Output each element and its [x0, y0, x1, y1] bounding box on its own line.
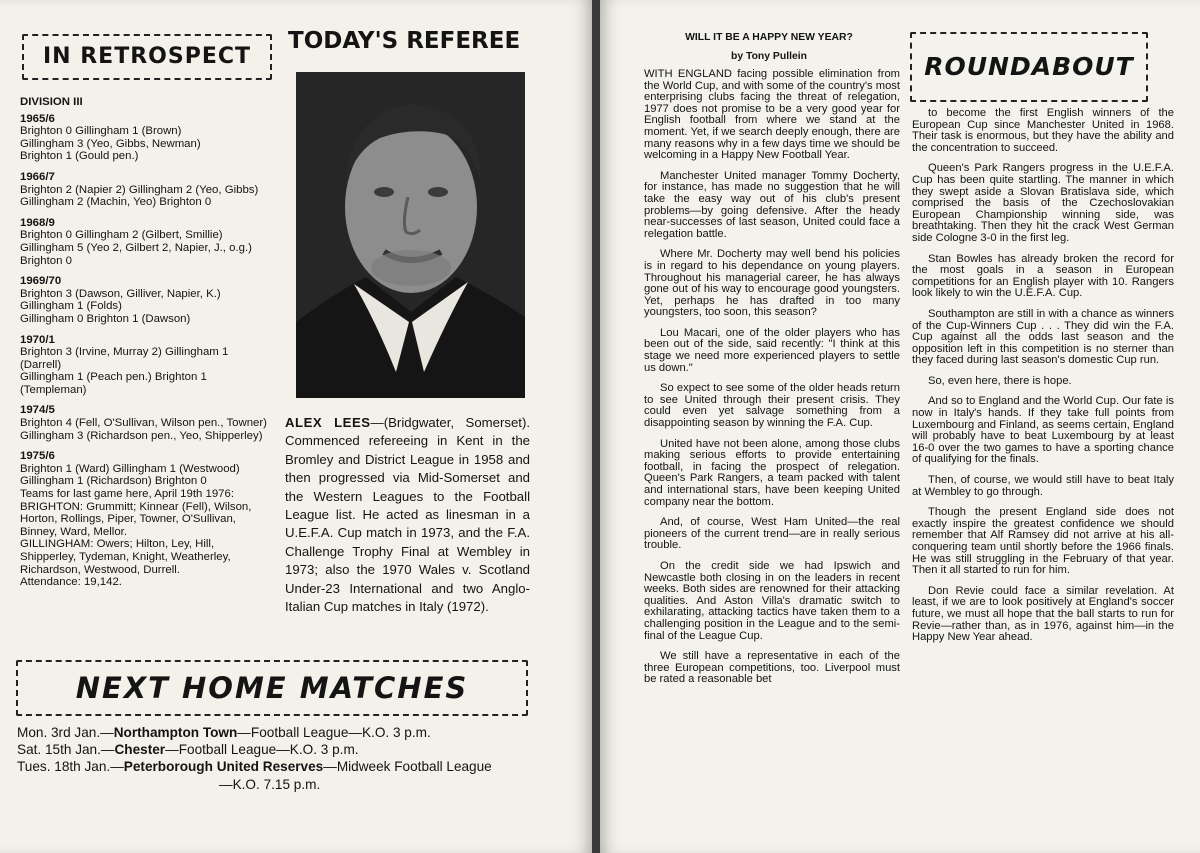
season-heading: 1969/70: [20, 275, 62, 288]
result-line: GILLINGHAM: Owers; Hilton, Ley, Hill, Shipperley, Tydeman, Knight, Weatherley, Richardson, Westwood, Durrell.: [20, 538, 231, 576]
result-line: Brighton 0 Gillingham 2 (Gilbert, Smillie): [20, 229, 223, 242]
result-line: Gillingham 0 Brighton 1 (Dawson): [20, 312, 191, 325]
article-paragraph: And, of course, West Ham United—the real pioneers of the current trend—are in really serious trouble.: [644, 516, 900, 552]
article-paragraph: Manchester United manager Tommy Docherty, for instance, has made no suggestion that he will take the easy way out of his club's present problems—by going defensive. After the heady near-successes of last season, United could face a relegation battle.: [644, 169, 900, 240]
article-paragraph: United have not been alone, among those clubs making serious efforts to provide entertaining football, in facing the prospect of relegation. Queen's Park Rangers, a team packed with talent and international stars, have been keeping United company near the bottom.: [644, 437, 900, 508]
fixture-date: Mon. 3rd Jan.—: [17, 725, 114, 740]
results-list: [20, 96, 268, 589]
article-paragraph: Then, of course, we would still have to beat Italy at Wembley to go through.: [912, 474, 1174, 498]
referee-bio: [285, 414, 530, 616]
division-heading: DIVISION III: [20, 96, 83, 108]
article-paragraph: So, even here, there is hope.: [928, 374, 1072, 387]
fixture-date: Sat. 15th Jan.—: [17, 742, 115, 758]
article-column-2: [912, 108, 1174, 653]
season-heading: 1974/5: [20, 404, 55, 417]
fixture-row: [17, 741, 537, 758]
result-line: Teams for last game here, April 19th 1976:: [20, 488, 235, 501]
roundabout-title: ROUNDABOUT: [924, 52, 1134, 81]
fixture-details: —Midweek Football League: [323, 759, 492, 775]
fixture-row: [17, 758, 537, 775]
fixture-kickoff: —K.O. 7.15 p.m.: [219, 776, 321, 792]
fixture-team: Peterborough United Reserves: [123, 759, 324, 775]
fixture-team: Chester: [114, 742, 166, 758]
referee-portrait-image: [296, 72, 525, 398]
article-header: [664, 28, 874, 66]
season-heading: 1975/6: [20, 450, 55, 463]
article-paragraph: Where Mr. Docherty may well bend his policies is in regard to his dependance on young players. Throughout his managerial career, he has always gone out of his way to encourage good youngsters. Yet, perhaps he has drafted in too many youngsters, too soon, this season?: [644, 248, 900, 319]
article-title: WILL IT BE A HAPPY NEW YEAR?: [685, 32, 853, 43]
result-line: Gillingham 1 (Richardson) Brighton 0: [20, 475, 207, 488]
result-line: Brighton 0 Gillingham 1 (Brown): [20, 125, 182, 138]
result-line: Gillingham 3 (Yeo, Gibbs, Newman): [20, 137, 201, 150]
todays-referee-title: TODAY'S REFEREE: [288, 28, 521, 54]
article-paragraph: Though the present England side does not exactly inspire the greatest confidence we should remember that Alf Ramsey did not arrive at his all-conquering team until shortly before the 1966 finals. He was still struggling in the February of that year. Then it all started to run for him.: [912, 506, 1174, 577]
season-heading: 1965/6: [20, 112, 55, 125]
in-retrospect-title: IN RETROSPECT: [42, 44, 252, 69]
result-line: Gillingham 5 (Yeo 2, Gilbert 2, Napier, J., o.g.) Brighton 0: [20, 241, 252, 267]
article-byline: by Tony Pullein: [730, 51, 807, 62]
referee-photo: [296, 72, 525, 398]
article-paragraph: to become the first English winners of the European Cup since Manchester United in 1968. Their task is enormous, but they have the ability and the concentration to succeed.: [912, 107, 1174, 154]
result-line: Brighton 4 (Fell, O'Sullivan, Wilson pen., Towner) Gillingham 3 (Richardson pen., Yeo, Shipperley): [20, 417, 267, 442]
referee-name: ALEX LEES: [285, 415, 371, 430]
in-retrospect-header-box: [22, 34, 272, 80]
fixtures-list: [17, 724, 537, 793]
article-paragraph: Queen's Park Rangers progress in the U.E.F.A. Cup has been quite startling. The manner in which they swept aside a Slovan Bratislava side, which comprised the basis of the Czechoslovakian European Championship winning side, was breathtaking. Then they hit the crack West German side Cologne 3-0 in the first leg.: [912, 162, 1174, 244]
result-line: BRIGHTON: Grummitt; Kinnear (Fell), Wilson, Horton, Rollings, Piper, Towner, O'Sullivan, Binney, Ward, Mellor.: [20, 500, 252, 538]
result-line: Brighton 2 (Napier 2) Gillingham 2 (Yeo, Gibbs): [20, 183, 259, 196]
result-line: Attendance: 19,142.: [20, 576, 122, 589]
result-line: Brighton 1 (Gould pen.): [20, 150, 139, 163]
article-paragraph: Southampton are still in with a chance as winners of the Cup-Winners Cup . . . They did win the F.A. Cup against all the odds last season and the opposition left in this competition is no sterner than they faced during last season's domestic Cup run.: [912, 307, 1174, 367]
next-home-matches-title: NEXT HOME MATCHES: [75, 671, 469, 705]
left-page: [0, 0, 592, 853]
roundabout-header-box: [910, 32, 1148, 102]
article-paragraph: So expect to see some of the older heads return to see United through their present crisis. They could even yet salvage something from a disappointing season by winning the F.A. Cup.: [644, 382, 900, 430]
result-line: Gillingham 2 (Machin, Yeo) Brighton 0: [20, 196, 212, 209]
article-paragraph: Don Revie could face a similar revelation. At least, if we are to look positively at England's soccer future, we must all hope that the ball starts to run for Revie—rather than, as in 1976, against him—in the Happy New Year ahead.: [912, 584, 1174, 644]
result-line: Brighton 3 (Dawson, Gilliver, Napier, K.): [20, 287, 221, 300]
article-paragraph: And so to England and the World Cup. Our fate is now in Italy's hands. If they take full points from Luxembourg and Finland, as seems certain, England will probably have to beat Luxembourg by at least 16-0 over the two games to have a sporting chance of qualifying for the finals.: [912, 395, 1174, 466]
next-home-matches-box: [16, 660, 528, 716]
season-heading: 1968/9: [20, 216, 55, 229]
season-heading: 1970/1: [20, 333, 55, 346]
seasons-container: [20, 113, 268, 589]
fixture-team: Northampton Town: [113, 725, 238, 740]
article-paragraph: Lou Macari, one of the older players who has been out of the side, said recently: "I think at this stage we need more experienced players to settle us down.": [644, 326, 900, 374]
right-page: [600, 0, 1200, 853]
season-heading: 1966/7: [20, 170, 55, 183]
article-paragraph: On the credit side we had Ipswich and Newcastle both closing in on the leaders in recent weeks. Both sides are renowned for their attacking qualities. And Aston Villa's dramatic switch to exhilarating, attacking tactics have taken them to a challenging position in the League and to the semi-final of the League Cup.: [644, 559, 900, 642]
referee-bio-text: —(Bridgwater, Somerset). Commenced refereeing in Kent in the Bromley and District League in 1958 and then progressed via Mid-Somerset and the Western Leagues to the Football League list. He acted as linesman in a U.E.F.A. Cup match in 1973, and the F.A. Challenge Trophy Final at Wembley in 1973; also the 1970 Wales v. Scotland Under-23 International and two Anglo-Italian Cup matches in Italy (1972).: [285, 415, 531, 615]
article-paragraph: WITH ENGLAND facing possible elimination from the World Cup, and with some of the country's most enterprising clubs facing the threat of relegation, 1977 does not promise to be a very good year for English football from where we stand at the moment. Yet, if we search deeply enough, there are many reasons why in a few days time we should be welcoming in a Happy New Football Year.: [644, 68, 900, 162]
fixture-details: —Football League—K.O. 3 p.m.: [165, 742, 359, 758]
article-column-1: [644, 69, 900, 695]
result-line: Gillingham 1 (Peach pen.) Brighton 1 (Templeman): [20, 371, 207, 396]
result-line: Brighton 3 (Irvine, Murray 2) Gillingham 1 (Darrell): [20, 346, 229, 371]
fixture-date: Tues. 18th Jan.—: [17, 759, 124, 775]
article-paragraph: We still have a representative in each of the three European competitions, too. Liverpool must be rated a reasonable bet: [644, 650, 900, 686]
fixture-row: [17, 724, 537, 741]
result-line: Gillingham 1 (Folds): [20, 300, 122, 313]
result-line: Brighton 1 (Ward) Gillingham 1 (Westwood): [20, 462, 240, 475]
article-paragraph: Stan Bowles has already broken the record for the most goals in a season in European competitions for an English player with 10. Rangers look likely to win the U.E.F.A. Cup.: [912, 252, 1174, 300]
fixture-details: —Football League—K.O. 3 p.m.: [237, 725, 431, 740]
